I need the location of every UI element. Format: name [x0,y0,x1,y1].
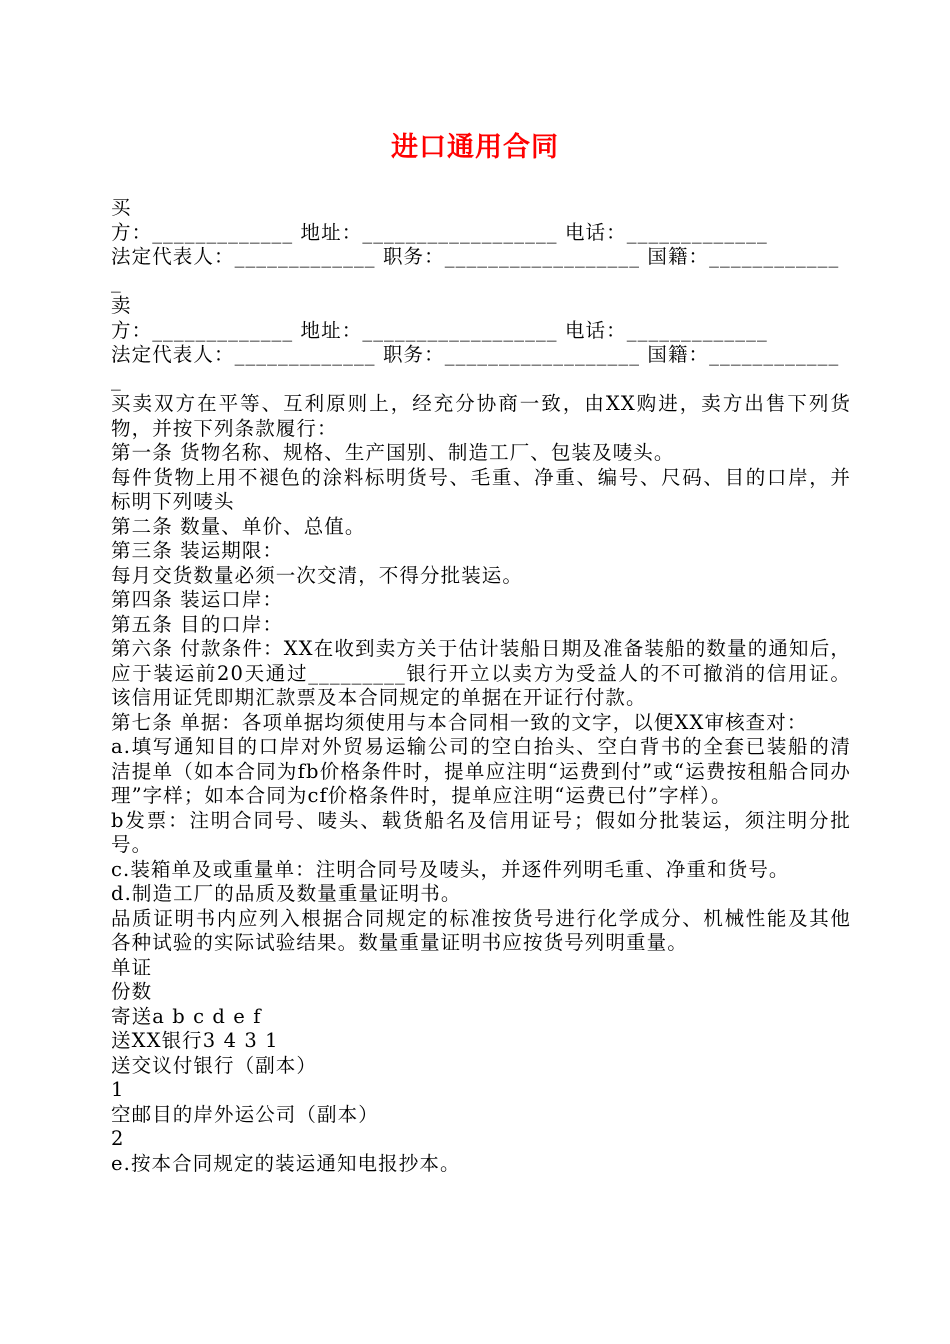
seller-address-line: 方：_____________ 地址：__________________ 电话：_____________ [111,318,768,342]
buyer-trailing-line: _ [111,269,122,293]
table-line: 份数 [111,980,153,1003]
seller-label: 卖 [111,294,132,317]
paragraph: 第二条 数量、单价、总值。 [111,514,366,538]
seller-representative-line: 法定代表人：_____________ 职务：__________________ 国籍：____________ [111,343,840,366]
paragraph: 买卖双方在平等、互利原则上，经充分协商一致，由XX购进，卖方出售下列货物，并按下列条款履行： [111,392,851,440]
table-line: 送交议付银行（副本） [111,1053,318,1077]
paragraph: 第七条 单据：各项单据均须使用与本合同相一致的文字，以便XX审核查对： [111,710,808,734]
buyer-label: 买 [111,196,132,219]
table-line: e.按本合同规定的装运通知电报抄本。 [111,1151,461,1175]
paragraph: c.装箱单及或重量单：注明合同号及唛头，并逐件列明毛重、净重和货号。 [111,857,790,881]
table-line: 2 [111,1127,125,1150]
paragraph: 每月交货数量必须一次交清，不得分批装运。 [111,563,524,587]
table-line: 空邮目的岸外运公司（副本） [111,1102,379,1126]
table-line: 送XX银行3 4 3 1 [111,1029,279,1052]
paragraph: a.填写通知目的口岸对外贸易运输公司的空白抬头、空白背书的全套已装船的清洁提单（如本合同为fb价格条件时，提单应注明“运费到付”或“运费按租船合同办理”字样；如本合同为cf价格条件时，提单应注明“运费已付”字样）。 [111,735,851,807]
buyer-address-line: 方：_____________ 地址：__________________ 电话：_____________ [111,220,768,244]
table-line: 单证 [111,955,153,979]
paragraph: 第四条 装运口岸： [111,588,284,611]
seller-trailing-line: _ [111,367,122,391]
paragraph: b发票：注明合同号、唛头、载货船名及信用证号；假如分批装运，须注明分批号。 [111,808,851,856]
paragraph: 品质证明书内应列入根据合同规定的标准按货号进行化学成分、机械性能及其他各种试验的实际试验结果。数量重量证明书应按货号列明重量。 [111,906,851,954]
paragraph: d.制造工厂的品质及数量重量证明书。 [111,882,462,905]
paragraph: 第一条 货物名称、规格、生产国别、制造工厂、包装及唛头。 [111,441,675,464]
document-body [111,196,851,1176]
buyer-representative-line: 法定代表人：_____________ 职务：__________________ 国籍：____________ [111,245,840,268]
paragraph: 第五条 目的口岸： [111,612,284,636]
table-line: 1 [111,1078,125,1101]
paragraph: 第三条 装运期限： [111,539,284,562]
document-title: 进口通用合同 [391,132,559,163]
table-line: 寄送a b c d e f [111,1004,262,1028]
paragraph: 第六条 付款条件：XX在收到卖方关于估计装船日期及准备装船的数量的通知后，应于装运前20天通过_________银行开立以卖方为受益人的不可撤消的信用证。该信用证凭即期汇款票及本合同规定的单据在开证行付款。 [111,637,851,709]
paragraph: 每件货物上用不褪色的涂料标明货号、毛重、净重、编号、尺码、目的口岸，并标明下列唛头 [111,465,851,513]
